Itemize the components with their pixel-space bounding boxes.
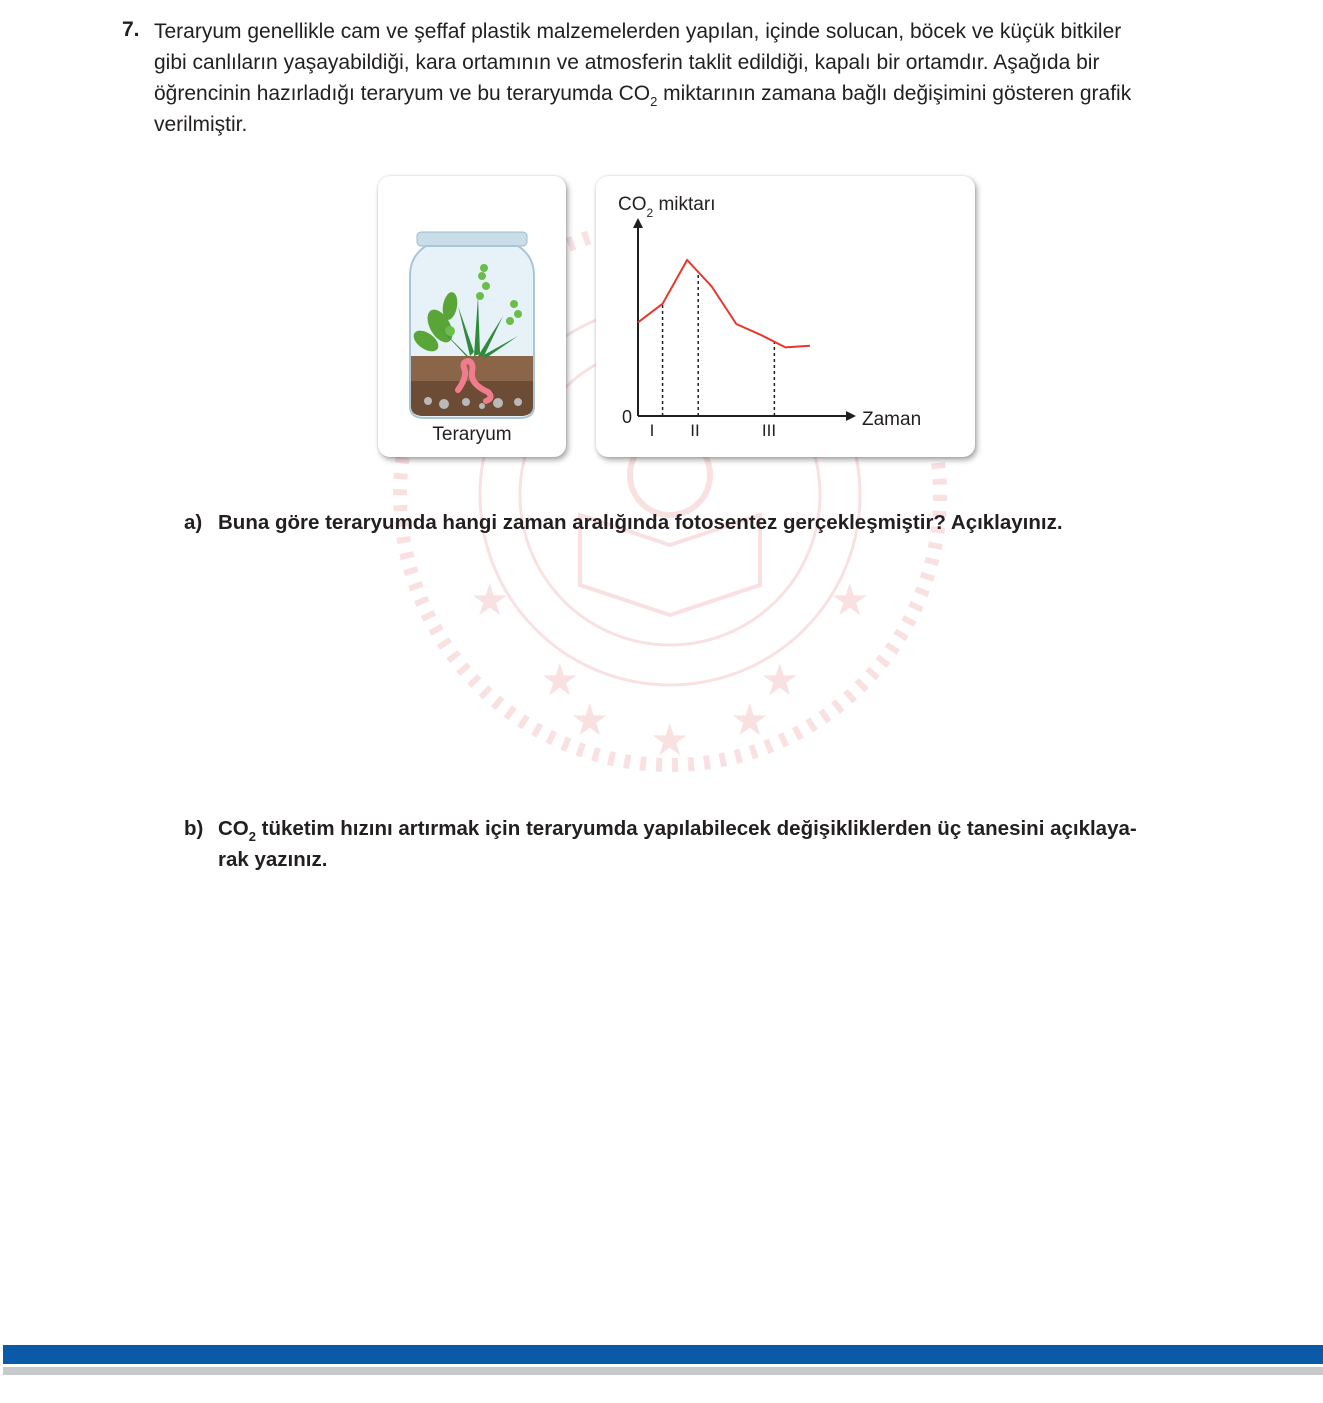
- terrarium-caption: Teraryum: [432, 424, 512, 445]
- interval-label-1: I: [649, 421, 655, 440]
- x-axis-arrow: [846, 411, 856, 421]
- question-line-1: Teraryum genellikle cam ve şeffaf plastik malzemelerden yapılan, içinde solucan, böcek ve küçük bitkiler: [154, 20, 1122, 43]
- co2-subscript: 2: [650, 94, 658, 109]
- part-b-line-2: rak yazınız.: [218, 848, 328, 871]
- question-line-4: verilmiştir.: [154, 113, 248, 136]
- svg-text:★: ★: [650, 716, 690, 765]
- interval-label-2: II: [690, 421, 700, 440]
- part-b-co: CO: [218, 817, 249, 840]
- question-line-3-end: miktarının zamana bağlı değişimini gösteren grafik: [657, 82, 1132, 105]
- x-axis-label: Zaman: [862, 409, 922, 430]
- footer-blue-bar: [3, 1345, 1323, 1364]
- y-axis-label-rest: miktarı: [653, 194, 716, 215]
- question-line-3: [154, 78, 1214, 109]
- question-number: 7.: [122, 18, 140, 41]
- y-axis-label-co: CO: [618, 194, 647, 215]
- part-b-question: [218, 813, 1218, 875]
- svg-text:★: ★: [570, 696, 610, 745]
- svg-text:★: ★: [470, 576, 510, 625]
- part-a-question: Buna göre teraryumda hangi zaman aralığında fotosentez gerçekleşmiştir? Açıklayınız.: [218, 511, 1063, 534]
- question-text: [154, 16, 1214, 140]
- y-axis-label-sub: 2: [646, 206, 654, 220]
- question-line-3-start: öğrencinin hazırladığı teraryum ve bu teraryumda CO: [154, 82, 651, 105]
- question-line-2: gibi canlıların yaşayabildiği, kara ortamının ve atmosferin taklit edildiği, kapalı bir ortamdır. Aşağıda bir: [154, 51, 1100, 74]
- interval-label-3: III: [761, 421, 777, 440]
- part-b-line-1: [218, 813, 1218, 844]
- terrarium-illustration: [378, 176, 566, 426]
- origin-label: 0: [622, 407, 633, 427]
- svg-text:★: ★: [730, 696, 770, 745]
- co2-chart-card: [596, 176, 975, 457]
- co2-chart: [596, 176, 975, 457]
- svg-text:★: ★: [540, 656, 580, 705]
- part-a-label: a): [184, 511, 203, 534]
- svg-text:★: ★: [760, 656, 800, 705]
- co2-series-line: [638, 260, 810, 347]
- svg-text:★: ★: [830, 576, 870, 625]
- part-b-line-1-rest: tüketim hızını artırmak için teraryumda yapılabilecek değişikliklerden üç tanesini açıklaya-: [255, 817, 1137, 840]
- part-b-subscript: 2: [248, 829, 256, 844]
- terrarium-card: [378, 176, 566, 457]
- y-axis-arrow: [633, 218, 643, 228]
- part-b-label: b): [184, 817, 204, 840]
- footer-gray-bar: [3, 1367, 1323, 1375]
- y-axis-label: [618, 194, 715, 220]
